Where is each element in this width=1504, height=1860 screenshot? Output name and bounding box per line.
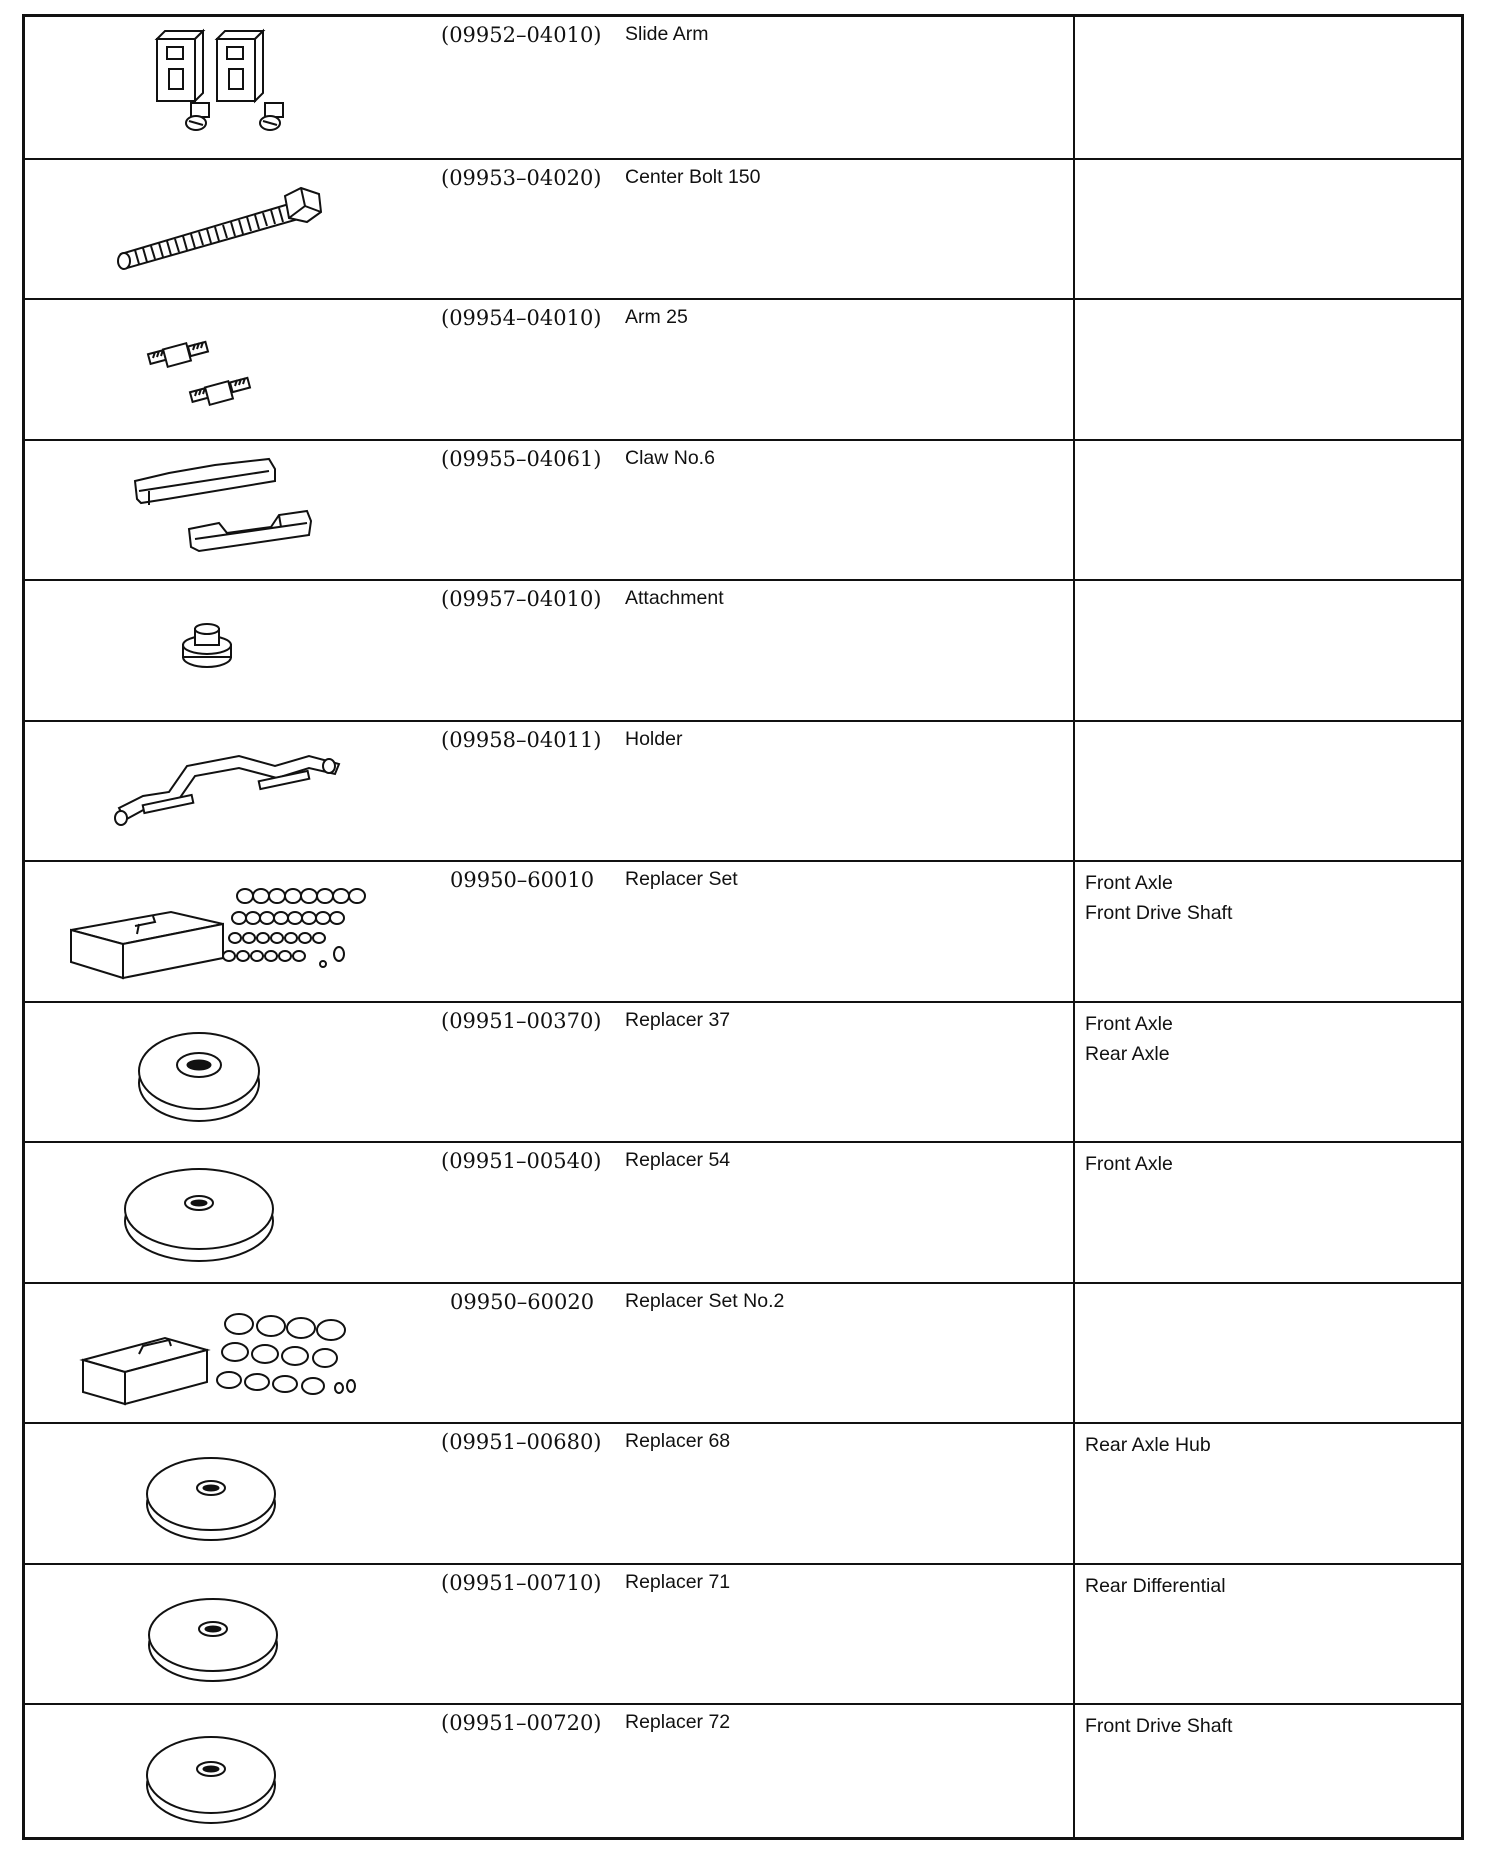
applicable-use: Front Drive Shaft [1085,1715,1233,1737]
part-number: (09954–04010) [441,306,602,330]
applicable-use: Front Axle [1085,1012,1173,1035]
applicable-use-list [1085,1149,1445,1179]
replacer-disc-icon [39,1424,439,1562]
applicable-use-list [1085,1571,1445,1601]
tool-name: Replacer Set No.2 [625,1289,785,1312]
applicable-use: Front Drive Shaft [1085,902,1233,924]
applicable-use-list [1085,1711,1445,1741]
tool-name: Replacer 71 [625,1570,731,1593]
table-row [25,1141,1461,1282]
applicable-use-list [1085,868,1445,928]
table-row [25,1282,1461,1423]
attachment-icon [39,581,439,719]
tool-name: Replacer 72 [625,1711,731,1733]
center-bolt-icon [39,160,439,298]
tool-table [22,14,1464,1840]
tool-name: Replacer 68 [625,1430,731,1452]
tool-name: Slide Arm [625,23,709,45]
applicable-use-list [1085,1009,1445,1069]
replacer-disc-icon [39,1565,439,1703]
applicable-use: Rear Axle Hub [1085,1434,1211,1456]
part-number: (09951–00540) [441,1149,602,1173]
tool-name: Center Bolt 150 [625,165,761,188]
table-row [25,1563,1461,1704]
part-number: 09950–60020 [450,1289,595,1314]
claw-icon [39,441,439,579]
tool-name: Replacer Set [625,868,738,890]
part-number: (09951–00710) [441,1570,602,1595]
part-number: (09958–04011) [441,727,602,752]
tool-name: Attachment [625,587,724,609]
applicable-use: Rear Axle [1085,1042,1170,1065]
part-number: (09955–04061) [441,446,602,471]
applicable-use: Front Axle [1085,872,1173,894]
tool-name: Replacer 37 [625,1008,731,1031]
table-row [25,439,1461,580]
replacer-disc-icon [39,1003,439,1141]
table-row [25,1422,1461,1563]
part-number: (09953–04020) [441,165,602,190]
arm-icon [39,300,439,438]
part-number: (09951–00370) [441,1008,602,1033]
replacer-disc-icon [39,1705,439,1843]
replacer-set-icon [39,1284,439,1422]
tool-name: Holder [625,727,683,750]
table-row [25,298,1461,439]
replacer-disc-icon [39,1143,439,1281]
holder-icon [39,722,439,860]
table-row [25,720,1461,861]
table-row [25,1703,1461,1837]
applicable-use: Front Axle [1085,1153,1173,1175]
tool-name: Claw No.6 [625,446,715,469]
applicable-use: Rear Differential [1085,1574,1226,1597]
part-number: (09957–04010) [441,587,602,611]
table-row [25,579,1461,720]
part-number: 09950–60010 [450,868,595,892]
table-row [25,860,1461,1001]
table-row [25,158,1461,299]
tool-name: Replacer 54 [625,1149,731,1171]
part-number: (09952–04010) [441,23,602,47]
table-row [25,1001,1461,1142]
part-number: (09951–00720) [441,1711,602,1735]
applicable-use-list [1085,1430,1445,1460]
replacer-set-icon [39,862,439,1000]
table-row [25,17,1461,158]
part-number: (09951–00680) [441,1430,602,1454]
tool-name: Arm 25 [625,306,688,328]
slide-arm-icon [39,17,439,155]
